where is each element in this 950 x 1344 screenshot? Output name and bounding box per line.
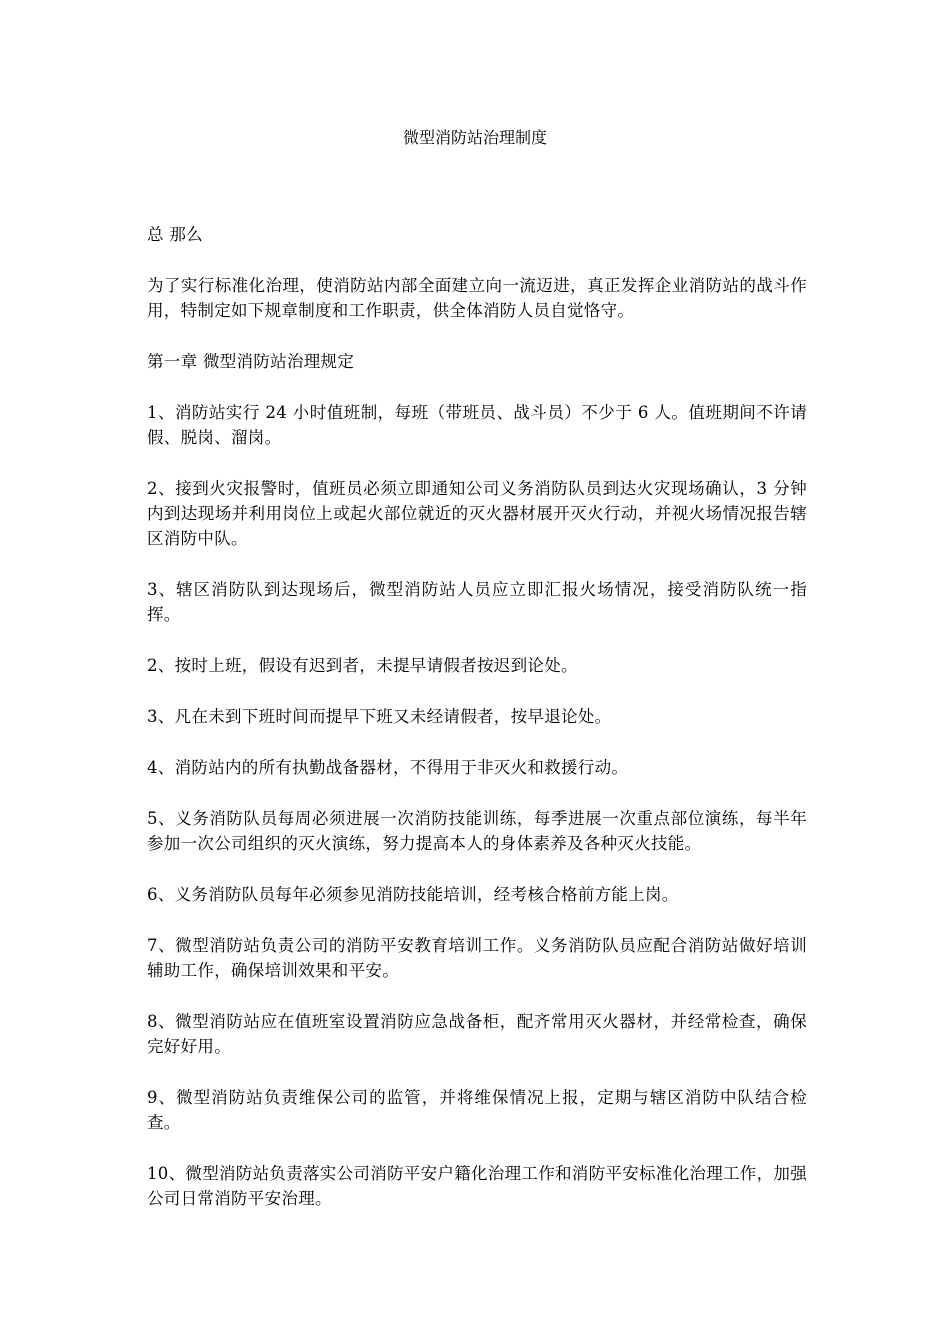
rule-paragraph: 4、消防站内的所有执勤战备器材，不得用于非灭火和救援行动。 xyxy=(147,758,629,777)
rule-paragraph: 3、辖区消防队到达现场后，微型消防站人员应立即汇报火场情况，接受消防队统一指挥。 xyxy=(147,580,807,624)
rule-paragraph: 9、微型消防站负责维保公司的监管，并将维保情况上报，定期与辖区消防中队结合检查。 xyxy=(147,1088,807,1132)
rule-paragraph: 7、微型消防站负责公司的消防平安教育培训工作。义务消防队员应配合消防站做好培训辅助工作，确保培训效果和平安。 xyxy=(147,936,807,980)
rule-paragraph: 10、微型消防站负责落实公司消防平安户籍化治理工作和消防平安标准化治理工作，加强公司日常消防平安治理。 xyxy=(147,1164,807,1208)
intro-paragraph: 为了实行标准化治理，使消防站内部全面建立向一流迈进，真正发挥企业消防站的战斗作用，特制定如下规章制度和工作职责，供全体消防人员自觉恪守。 xyxy=(147,276,807,320)
rule-paragraph: 8、微型消防站应在值班室设置消防应急战备柜，配齐常用灭火器材，并经常检查，确保完好好用。 xyxy=(147,1012,807,1056)
document-body xyxy=(147,222,807,1237)
section-heading-general: 总 那么 xyxy=(147,225,203,244)
rule-paragraph: 5、义务消防队员每周必须进展一次消防技能训练，每季进展一次重点部位演练，每半年参加一次公司组织的灭火演练，努力提高本人的身体素养及各种灭火技能。 xyxy=(147,809,807,853)
chapter-heading: 第一章 微型消防站治理规定 xyxy=(147,352,355,371)
rule-paragraph: 2、按时上班，假设有迟到者，未提早请假者按迟到论处。 xyxy=(147,656,578,675)
rule-paragraph: 2、接到火灾报警时，值班员必须立即通知公司义务消防队员到达火灾现场确认，3 分钟内到达现场并利用岗位上或起火部位就近的灭火器材展开灭火行动，并视火场情况报告辖区消防中队。 xyxy=(147,479,807,548)
rule-paragraph: 1、消防站实行 24 小时值班制，每班（带班员、战斗员）不少于 6 人。值班期间不许请假、脱岗、溜岗。 xyxy=(147,403,807,447)
rule-paragraph: 3、凡在未到下班时间而提早下班又未经请假者，按早退论处。 xyxy=(147,707,612,726)
document-title: 微型消防站治理制度 xyxy=(402,128,547,147)
rule-paragraph: 6、义务消防队员每年必须参见消防技能培训，经考核合格前方能上岗。 xyxy=(147,885,679,904)
